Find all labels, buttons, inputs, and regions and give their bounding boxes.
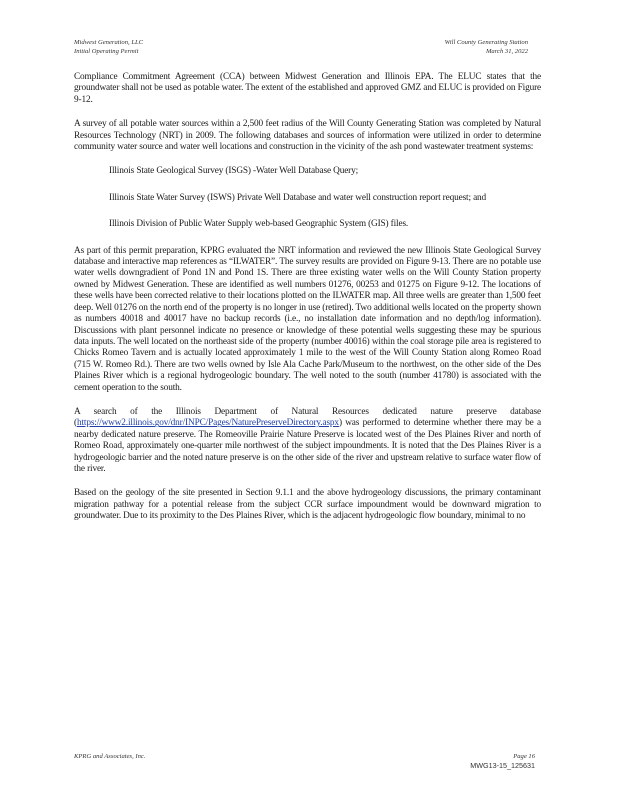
paragraph-text: ) was performed to determine whether there may be a nearby dedicated nature preserve. The Romeoville Prairie Nature Preserve is located west of the Des Plaines River and north of Romeo Road, approximately one-quarter mile northwest of the subject impoundments. It is noted that the Des Plaines River is a hydrogeologic barrier and the noted nature preserve is on the other side of the river and upstream relative to surface water flow of the river. bbox=[74, 418, 541, 474]
paragraph-text: A search of the Illinois Department of Natural Resources dedicated nature preserve database ( bbox=[74, 406, 541, 429]
list-item bbox=[74, 219, 541, 230]
header-company: Midwest Generation, LLC bbox=[74, 39, 144, 46]
list-item-text: Illinois State Water Survey (ISWS) Private Well Database and water well construction report request; and bbox=[109, 192, 487, 203]
document-body bbox=[74, 72, 541, 523]
footer-right bbox=[470, 752, 535, 770]
page-number: Page 16 bbox=[513, 753, 535, 760]
list-item-text: Illinois State Geological Survey (ISGS) -Water Well Database Query; bbox=[109, 166, 359, 177]
list-item-text: Illinois Division of Public Water Supply web-based Geographic System (GIS) files. bbox=[109, 219, 409, 230]
source-list bbox=[74, 166, 541, 230]
header-station: Will County Generating Station bbox=[444, 39, 528, 46]
header-document-type: Initial Operating Permit bbox=[74, 48, 139, 55]
paragraph-eluc: Compliance Commitment Agreement (CCA) between Midwest Generation and Illinois EPA. The ELUC states that the groundwater shall not be used as potable water. The extent of the established and approved GMZ and ELUC is provided on Figure 9-12. bbox=[74, 72, 541, 105]
list-item bbox=[74, 166, 541, 177]
paragraph-kprg-evaluation: As part of this permit preparation, KPRG evaluated the NRT information and reviewed the new Illinois State Geological Survey database and interactive map references as “ILWATER”. The survey results are provided on Figure 9-13. There are no potable use water wells downgradient of Pond 1N and Pond 1S. There are three existing water wells on the Will County Station property owned by Midwest Generation. These are identified as well numbers 01276, 00253 and 01275 on Figure 9-12. The locations of these wells have been corrected relative to their locations plotted on the ILWATER map. All three wells are greater than 1,500 feet deep. Well 01276 on the north end of the property is no longer in use (retired). Two additional wells located on the property shown as numbers 40018 and 40017 have no backup records (i.e., no installation date information and no depth/log information). Discussions with plant personnel indicate no presence or knowledge of these potential wells suggesting these may be spurious data inputs. The well located on the northeast side of the property (number 40016) within the coal storage pile area is registered to Chicks Romeo Tavern and is actually located approximately 1 mile to the west of the Will County Station along Romeo Road (715 W. Romeo Rd.). There are two wells owned by Isle Ala Cache Park/Museum to the northwest, on the other side of the Des Plaines River which is a regional hydrogeologic boundary. The well noted to the south (number 41780) is associated with the cement operation to the south. bbox=[74, 245, 541, 393]
header-right bbox=[445, 38, 528, 56]
header-date: March 31, 2022 bbox=[485, 48, 528, 55]
header-left bbox=[74, 38, 143, 56]
document-id: MWG13-15_125631 bbox=[470, 761, 535, 770]
paragraph-nature-preserve bbox=[74, 407, 541, 475]
nature-preserve-directory-link[interactable]: https://www2.illinois.gov/dnr/INPC/Pages/NaturePreserveDirectory.aspx bbox=[76, 418, 339, 429]
footer-left: KPRG and Associates, Inc. bbox=[74, 753, 146, 760]
paragraph-survey: A survey of all potable water sources within a 2,500 feet radius of the Will County Generating Station was completed by Natural Resources Technology (NRT) in 2009. The following databases and sources of information were utilized in order to determine community water source and water well locations and construction in the vicinity of the ash pond wastewater treatment systems: bbox=[74, 119, 541, 153]
list-item bbox=[74, 193, 541, 204]
paragraph-migration-pathway: Based on the geology of the site presented in Section 9.1.1 and the above hydrogeology discussions, the primary contaminant migration pathway for a potential release from the subject CCR surface impoundment would be downward migration to groundwater. Due to its proximity to the Des Plaines River, which is the adjacent hydrogeologic flow boundary, minimal to no bbox=[74, 488, 541, 522]
